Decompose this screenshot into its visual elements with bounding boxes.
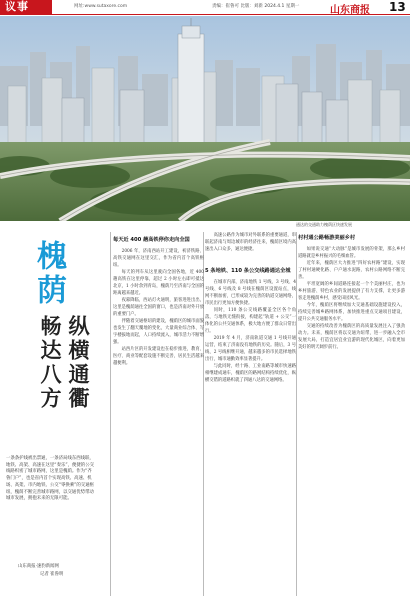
paragraph: 近年来，槐荫区大力推进“四好农村路”建设，实现了村村通硬化路、户户通水泥路，农村公路网络不断完善。 [298, 261, 405, 280]
paragraph: 平坦宽阔的乡间道路连接起一个个美丽村庄，也为乡村旅游、特色农业的发展提供了有力支撑，让更多游客走进槐荫乡村，感受田园风光。 [298, 282, 405, 301]
article-column-2-intro [205, 232, 296, 266]
website-url: 网址:www.sutaxore.com [74, 4, 128, 9]
headline-sub-b: 畅达八方 [38, 315, 63, 411]
paragraph: 在城市内部，济南地铁 1 号线、3 号线、4 号线、6 号线及 8 号线在槐荫区设置站点，线网不断加密，已形成较为完善的轨道交通网络，市民出行更加方便快捷。 [205, 280, 296, 306]
issue-meta: 责编：崔鲁可 比版：刘新 2024.4.1 星期一 [212, 4, 300, 9]
paragraph: 如果说交通“大动脉”是城市发展的骨架，那么乡村道路就是乡村振兴的毛细血管。 [298, 247, 405, 259]
cityscape-illustration [0, 16, 410, 221]
paragraph: 夜幕降临，西站灯火通明，旅客进进出出，这里是槐荫通往全国的窗口，也是济南对外开放的重要门户。 [113, 298, 204, 317]
lede-paragraph: 一条条护线被出票通，一条济局线东西线联，地铁、高架、高速在这里“奏乐”，便捷的公交线路织密了城市路网，这里是槐荫。作为“齐鲁门户”，也是省内首个实现高铁、高速、机场、高架、市内地铁、公交“零换乘”的交通枢纽，槐荫不断完善城市路网，以交通优势带动城市发展，拥抱未来的无限可能。 [6, 456, 94, 502]
article-column-3 [298, 246, 405, 596]
paragraph: 伴随着交通枢纽的建设，槐荫区的城市面貌也发生了翻天覆地的变化，大量商业综合体、写字楼拔地而起，人口持续流入，城市活力不断增强。 [113, 319, 204, 345]
article-column-2 [205, 279, 296, 596]
paragraph: 今年，槐荫区将继续加大交通基础设施建设投入，持续完善城乡路网体系，加快推进重点交通项目建设，提升公共交通服务水平。 [298, 303, 405, 322]
column-rule [296, 232, 297, 596]
section-label: 议事 [0, 0, 52, 14]
paragraph: 2006 年，济南西站开工建设，初济铁路、高铁交通网在这里交汇，作为省内首个高铁枢纽。 [113, 249, 204, 268]
byline-outlet: 山东商报·速豹新闻网 [18, 564, 59, 569]
article-column-1 [113, 248, 204, 596]
paragraph: 同时，110 条公交线路覆盖全区各个角落，与地铁无缝衔接，构建起“轨道 + 公交”一体化的公共交通体系，极大地方便了群众日常出行。 [205, 308, 296, 334]
landmark-tower [178, 18, 204, 148]
subhead-metro-bus: 5 条地铁、110 条公交线路通达全城 [205, 268, 291, 274]
cityscape-photo [0, 16, 410, 221]
paragraph: 站西片区的开发建设也在稳步推进，教育、医疗、商业等配套设施不断完善，居民生活越来越便利。 [113, 347, 204, 366]
byline-reporter: 记者 崔鲁明 [40, 572, 64, 577]
paragraph: 2019 年 4 月，济南轨道交通 1 号线开通运营，结束了济南没有地铁的历史。随后，3 号线、2 号线相继开通，越来越多的市民选择地铁出行，城市通勤效率显著提升。 [205, 336, 296, 362]
headline-sub-a: 纵横通衢 [66, 315, 91, 411]
page-number: 13 [389, 0, 406, 14]
photo-caption: 通达的交通助力槐荫区快速发展 [296, 222, 352, 227]
column-rule [110, 232, 111, 596]
paragraph: 交通的持续改善为槐荫区的高质量发展注入了强劲动力。未来，槐荫区将以交通为纽带，进一步融入全市发展大局，打造宜居宜业宜游的现代化城区，向着更加美好的明天阔步前行。 [298, 324, 405, 350]
subhead-rural-roads: 村村通公路畅游美丽乡村 [298, 235, 356, 241]
paragraph: 高速公路作为城市对外联系的重要通道，串联起济南与周边城市的经济往来，槐荫区境内高速出入口众多，通达便捷。 [205, 233, 296, 252]
masthead [0, 0, 410, 15]
subhead-high-speed-rail: 每天近 400 趟高铁停你走向全国 [113, 237, 190, 243]
headline-main: 槐荫 [31, 240, 66, 308]
newspaper-logo: 山东商报 [330, 5, 370, 16]
paragraph: 每天的列车从这里驶向全国各地，近 400 趟高铁在这里停靠，超过 2 小时左右即可抵达北京，1 小时余到青岛，槐荫乃至济南与全国的距离越来越近。 [113, 270, 204, 296]
paragraph: 与此同时，经十路、工业南路等城市快速路相继建成通车，槐荫区的路网结构持续优化，纵横交错的道路织就了四通八达的交通网络。 [205, 364, 296, 383]
headline-sub [4, 315, 92, 445]
